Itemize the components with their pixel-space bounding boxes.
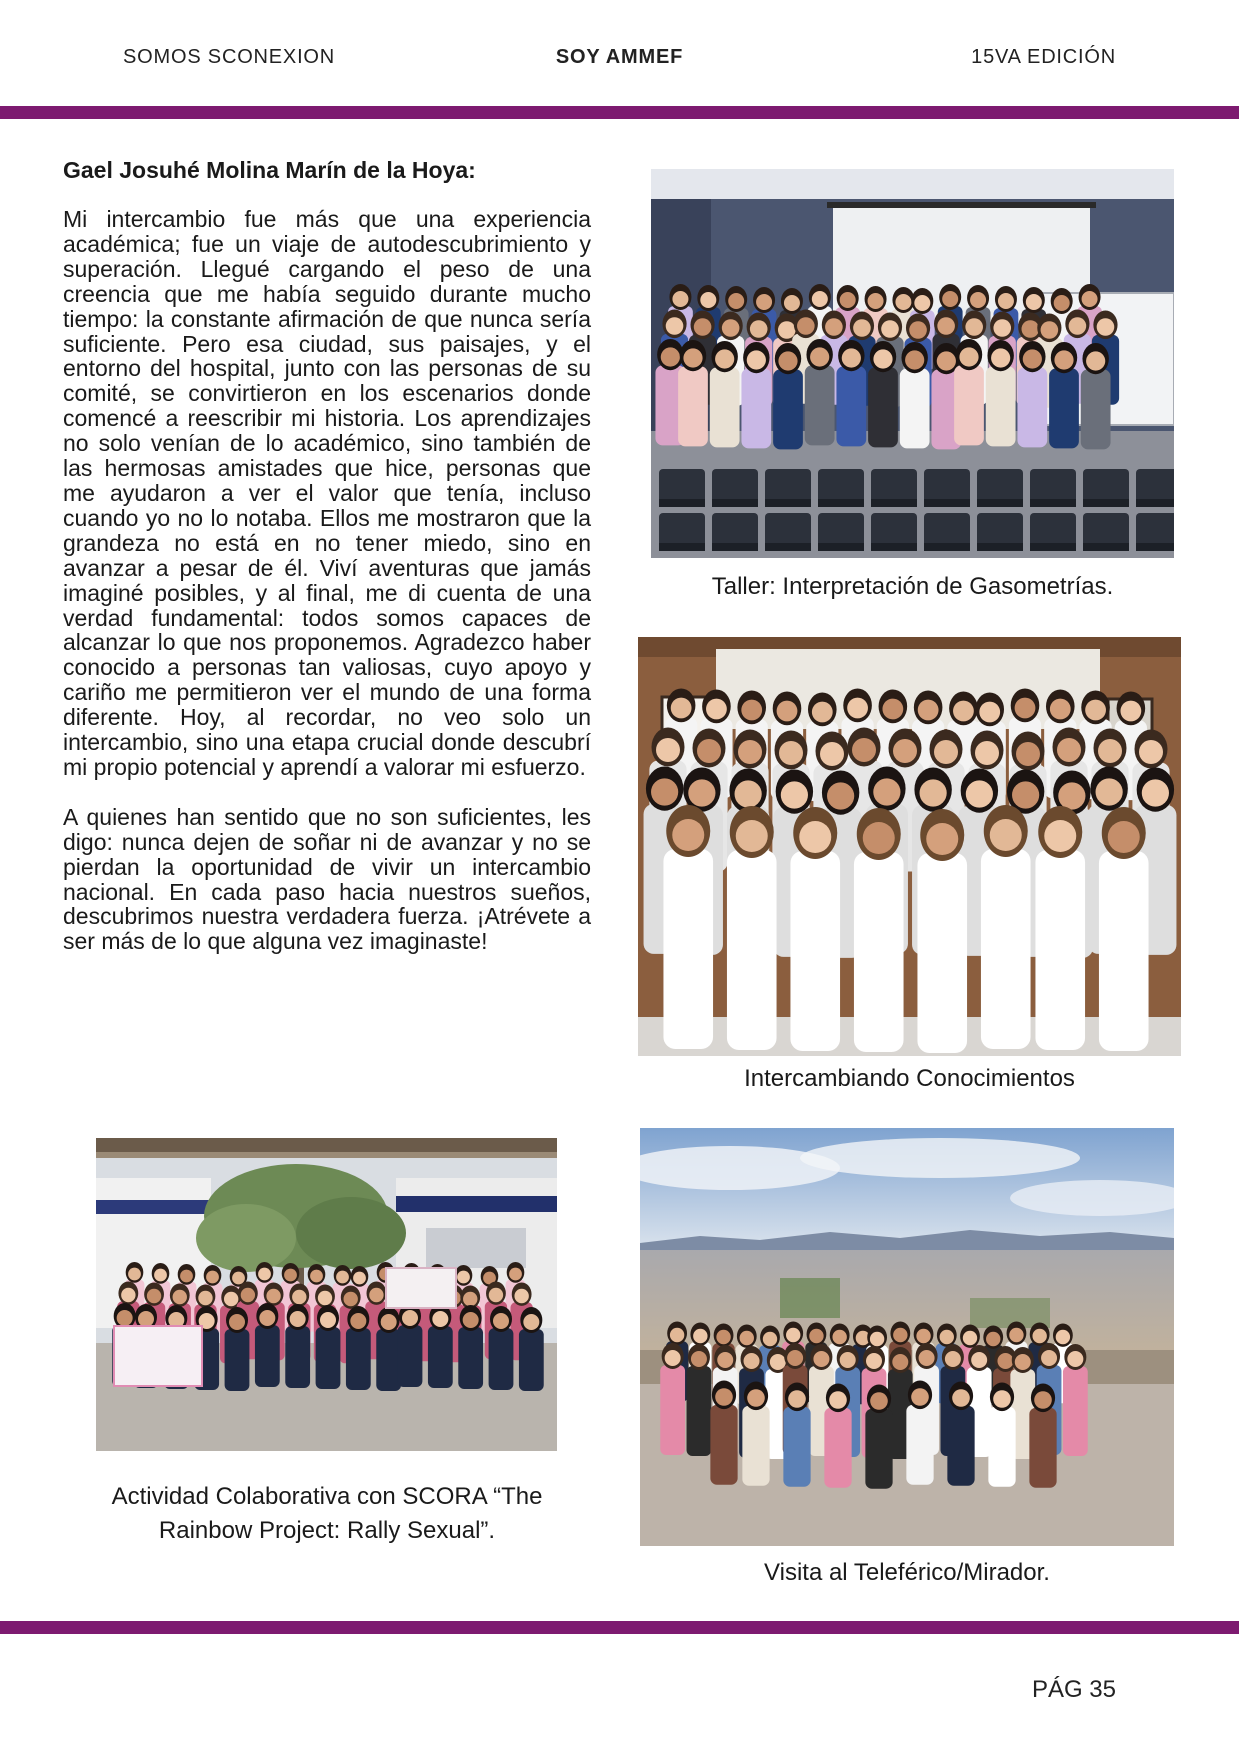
header-edition-label: 15VA EDICIÓN [971, 46, 1116, 68]
photo-exchange [638, 637, 1181, 1056]
testimonial-article [63, 157, 591, 979]
photo-scora-activity [96, 1138, 557, 1451]
photo-image [651, 169, 1174, 558]
photo-image [638, 637, 1181, 1056]
photo-caption: Intercambiando Conocimientos [744, 1065, 1075, 1092]
header-magazine-title: SOY AMMEF [555, 46, 684, 68]
photo-caption: Visita al Teleférico/Mirador. [764, 1559, 1050, 1586]
photo-workshop [651, 169, 1174, 558]
photo-image [640, 1128, 1174, 1546]
article-paragraph: A quienes han sentido que no son suficientes, les digo: nunca dejen de soñar ni de avanzar y no se pierdan la oportunidad de vivir un intercambio nacional. En cada paso hacia nuestros sueños, descubrimos nuestra verdadera fuerza. ¡Atrévete a ser más de lo que alguna vez imaginaste! [63, 803, 591, 955]
photo-caption: Actividad Colaborativa con SCORA “The Rainbow Project: Rally Sexual”. [111, 1483, 543, 1544]
photo-image [96, 1138, 557, 1451]
article-paragraph: Mi intercambio fue más que una experiencia académica; fue un viaje de autodescubrimiento y superación. Llegué cargando el peso de una creencia que me había seguido durante mucho tiempo: la constante afirmación de que nunca sería suficiente. Pero esa ciudad, sus paisajes, y el entorno del hospital, junto con las personas de su comité, se convirtieron en los escenarios donde comencé a reescribir mi historia. Los aprendizajes no solo venían de lo académico, sino también de las hermosas amistades que hice, personas que me ayudaron a ver el valor que tenía, incluso cuando yo no lo notaba. Ellos me mostraron que la grandeza no está en no tener miedo, sino en avanzar a pesar de él. Viví aventuras que jamás imaginé posibles, y al final, me di cuenta de una verdad fundamental: todos somos capaces de alcanzar lo que nos proponemos. Agradezco haber conocido a personas tan valiosas, cuyo apoyo y cariño me permitieron ver el mundo de una forma diferente. Hoy, al recordar, no veo solo un intercambio, sino una etapa crucial donde descubrí mi propio potencial y aprendí a valorar mi esfuerzo. [63, 206, 591, 780]
photo-caption: Taller: Interpretación de Gasometrías. [711, 573, 1114, 600]
article-author: Gael Josuhé Molina Marín de la Hoya: [63, 157, 476, 183]
photo-viewpoint [640, 1128, 1174, 1546]
page-number: PÁG 35 [1031, 1676, 1116, 1703]
header-section-label: SOMOS SCONEXION [123, 46, 336, 68]
bottom-accent-bar [0, 1621, 1239, 1634]
top-accent-bar [0, 106, 1239, 119]
